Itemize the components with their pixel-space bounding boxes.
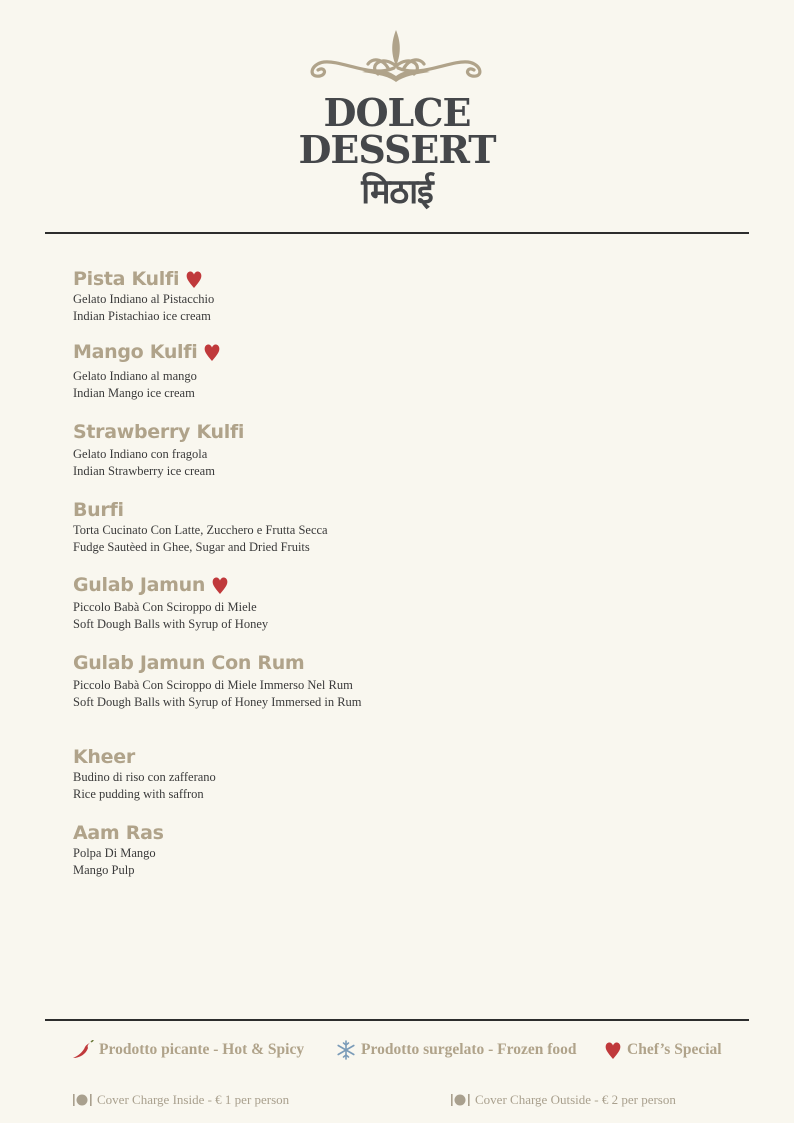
menu-header	[0, 0, 794, 232]
cover-outside	[450, 1092, 676, 1108]
item-desc-it: Gelato Indiano al mango	[73, 369, 197, 383]
title-dolce: DOLCE	[323, 90, 471, 135]
item-title: Mango Kulfi	[73, 341, 198, 363]
item-desc-it: Gelato Indiano al Pistacchio	[73, 292, 215, 306]
menu-item	[73, 420, 713, 480]
chili-icon	[72, 1040, 94, 1060]
item-title: Gulab Jamun Con Rum	[73, 652, 305, 674]
heart-icon	[604, 1040, 622, 1060]
menu-item	[73, 745, 713, 803]
item-title: Strawberry Kulfi	[73, 421, 245, 443]
item-title: Gulab Jamun	[73, 574, 206, 596]
legend-frozen	[336, 1040, 577, 1060]
menu-item	[73, 651, 713, 711]
item-desc-en: Mango Pulp	[73, 863, 135, 877]
item-desc-en: Indian Pistachiao ice cream	[73, 309, 211, 323]
legend-chef-label: Chef’s Special	[627, 1041, 722, 1058]
item-desc-en: Rice pudding with saffron	[73, 787, 204, 801]
legend-spicy	[72, 1040, 304, 1060]
divider-top	[45, 232, 749, 234]
item-desc-it: Polpa Di Mango	[73, 846, 156, 860]
cover-outside-label: Cover Charge Outside - € 2 per person	[475, 1092, 676, 1107]
item-title: Aam Ras	[73, 822, 164, 844]
item-desc-it: Piccolo Babà Con Sciroppo di Miele Immerso Nel Rum	[73, 678, 353, 692]
snowflake-icon	[336, 1040, 356, 1060]
item-title: Burfi	[73, 499, 124, 521]
item-desc-en: Indian Mango ice cream	[73, 386, 195, 400]
legend-chef	[604, 1040, 722, 1060]
item-desc-en: Fudge Sautèed in Ghee, Sugar and Dried Fruits	[73, 540, 310, 554]
title-dessert: DESSERT	[298, 127, 496, 172]
menu-item	[73, 573, 713, 633]
divider-bottom	[45, 1019, 749, 1021]
menu-item	[73, 821, 713, 879]
item-desc-en: Soft Dough Balls with Syrup of Honey Immersed in Rum	[73, 695, 362, 709]
item-title: Pista Kulfi	[73, 268, 180, 290]
item-title: Kheer	[73, 746, 135, 768]
menu-item	[73, 340, 713, 402]
title-hindi: मिठाई	[361, 172, 433, 212]
item-desc-it: Piccolo Babà Con Sciroppo di Miele	[73, 600, 257, 614]
cutlery-icon	[450, 1093, 472, 1107]
item-desc-it: Budino di riso con zafferano	[73, 770, 216, 784]
legend-spicy-label: Prodotto picante - Hot & Spicy	[99, 1041, 305, 1058]
heart-icon	[211, 575, 229, 595]
item-desc-it: Torta Cucinato Con Latte, Zucchero e Frutta Secca	[73, 523, 328, 537]
item-desc-it: Gelato Indiano con fragola	[73, 447, 208, 461]
heart-icon	[185, 269, 203, 289]
item-desc-en: Soft Dough Balls with Syrup of Honey	[73, 617, 269, 631]
legend	[0, 1040, 794, 1064]
menu-item	[73, 267, 713, 325]
legend-frozen-label: Prodotto surgelato - Frozen food	[361, 1041, 577, 1058]
cutlery-icon	[72, 1093, 94, 1107]
cover-inside-label: Cover Charge Inside - € 1 per person	[97, 1092, 290, 1107]
menu-item	[73, 498, 713, 556]
ornament-icon	[302, 26, 490, 84]
heart-icon	[203, 342, 221, 362]
cover-inside	[72, 1092, 289, 1108]
item-desc-en: Indian Strawberry ice cream	[73, 464, 215, 478]
